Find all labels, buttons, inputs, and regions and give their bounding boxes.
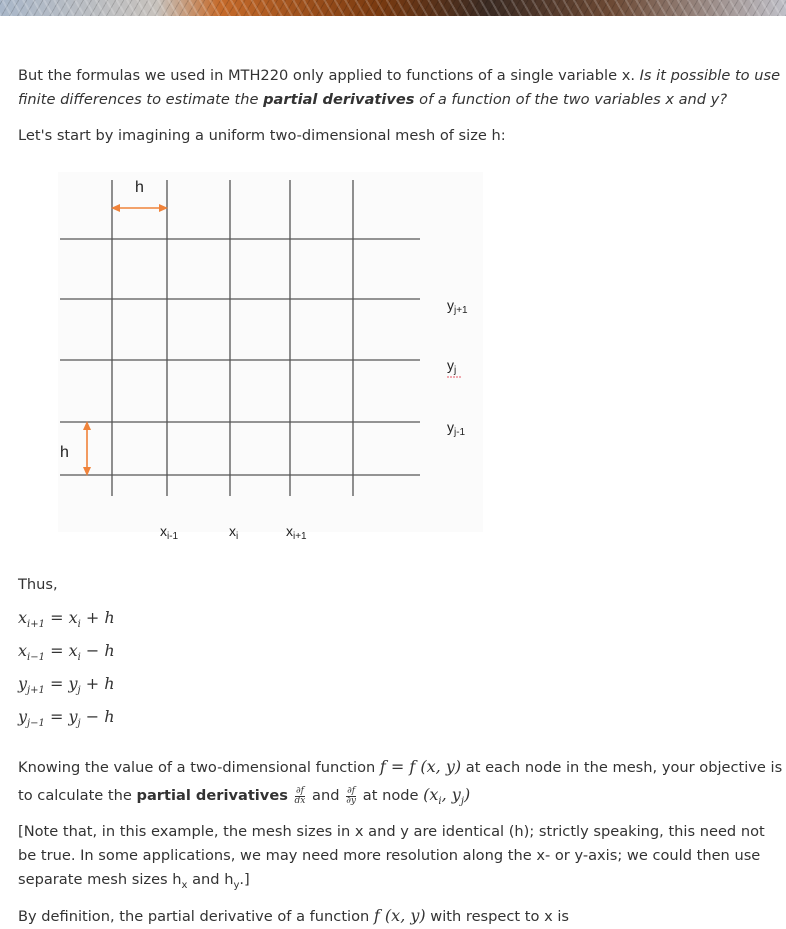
equation-line: $x_{i+1} = x_i + h$ [18, 608, 115, 631]
objective-bold-term: partial derivatives [136, 787, 288, 804]
intro-bold-term: partial derivatives [263, 91, 415, 108]
x-label-i-plus-1: $x_{i+1}$ [286, 523, 307, 542]
header-banner-image [0, 0, 786, 16]
x-label-i-minus-1: $x_{i-1}$ [160, 523, 179, 542]
y-label-j-minus-1: $y_{j-1}$ [447, 419, 466, 438]
function-expression: f = f (x, y) [379, 757, 462, 776]
equation-line: $x_{i-1} = x_i - h$ [18, 641, 115, 664]
y-label-j-plus-1: $y_{j+1}$ [447, 297, 468, 316]
figure-background [58, 172, 483, 532]
equation-line: $y_{j-1} = y_j - h$ [18, 707, 115, 730]
note-paragraph: [Note that, in this example, the mesh sizes in x and y are identical (h); strictly speaking, this need not be true. In some applications, we may need more resolution along the x- or y-axis; we could then use separate mesh sizes $h_x$ and $h_y$.] [18, 823, 765, 891]
y-label-j: $y_j$ [447, 357, 457, 376]
mesh-intro-text: Let's start by imagining a uniform two-dimensional mesh of size h: [18, 127, 506, 144]
equation-list [18, 608, 115, 740]
thus-text: Thus, [18, 576, 58, 593]
mesh-figure [0, 170, 500, 550]
h-label-left: h [60, 444, 69, 461]
definition-function: f (x, y) [373, 906, 426, 925]
objective-paragraph: Knowing the value of a two-dimensional function f = f (x, y) at each node in the mesh, your objective is to calculate the partial derivatives $\frac{\partial f}{dx}$ and $\frac{\partial f}{\partial y}$ at node ($x_i$, $y_j$) [18, 757, 783, 808]
intro-paragraph [18, 64, 783, 112]
equation-line: $y_{j+1} = y_j + h$ [18, 674, 115, 697]
intro-question-end: of a function of the two variables x and y? [414, 91, 728, 108]
intro-question: Is it possible to use finite differences to estimate the [18, 67, 781, 108]
intro-text: But the formulas we used in MTH220 only applied to functions of a single variable x. [18, 67, 640, 84]
definition-paragraph: By definition, the partial derivative of a function f (x, y) with respect to x is [18, 906, 570, 925]
partial-y-fraction: $\frac{\partial f}{\partial y}$ [346, 785, 356, 806]
x-label-i: $x_i$ [229, 523, 239, 542]
partial-x-fraction: $\frac{\partial f}{dx}$ [294, 785, 306, 806]
node-expression: ($x_i$, $y_j$) [423, 785, 471, 808]
h-label-top: h [135, 179, 144, 196]
